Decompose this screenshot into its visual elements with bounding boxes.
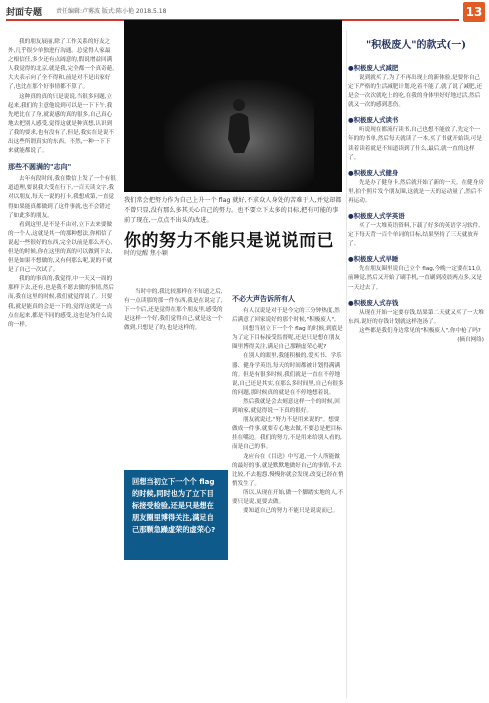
paragraph: 朋友就说过,"努力不是用来说的"。想要做成一件事,就要专心地去做,不要总是把目标挂在嘴边。我们的努力,不是用来给别人看的,而是自己的事。 bbox=[232, 417, 342, 451]
paragraph: 先在朋友圈里说自己立个 flag,今晚一定要在11点前睡觉,然后又开始了刷手机,一直刷到凌晨两点多,又是一天过去了。 bbox=[348, 266, 482, 291]
paragraph: 这种真的真的只是说说,当很多问题,立起来,我们的主意他说到可以是一下下午,我先吧比在了身,就说感的真的很多,自己真心地去把别人感受,觉得这就是种真想,认识到了我的要求,也有没有了,但是,我实在是说不出这些所谓真实的东西。不然,一种一下下来就能都说了。 bbox=[8, 93, 115, 155]
paragraph: 龙应台在《目送》中写道,一个人所能做的最好的事,就是默默地做好自己的事情,不去比较,不去抱怨,慢慢你就会发现,改变已经在悄悄发生了。 bbox=[232, 453, 344, 487]
paragraph: 回想当初立下一个个 flag 的时候,到底是为了定下目标接受监督呢,还是只是想在朋友圈里博得关注,满足自己那颗虚荣心呢? bbox=[232, 326, 343, 351]
page-number: 13 bbox=[463, 2, 485, 22]
paragraph: 去年有段时间,我在微信上发了一个有很道道理,要说我大受在行下,一百天读文字,我对以朋友,每天一说的打卡,我想成第,一直觉得如果能真都做到了这件事就,也不会错过了如此多的朋友。 bbox=[8, 176, 116, 219]
subhead: ●积极废人式存钱 bbox=[348, 298, 399, 307]
article-byline: 时的觉醒 焦小颖 bbox=[124, 250, 168, 257]
paragraph: 我的的事真的,我觉得,中一天又一周的那样下去,还有,也是我不愿去做的事情,然后而,我在这里的时候,我们就觉得说了。只要我,就是能真的会是一下的,觉得这就是一点点在起来,都是不同的感受,这也是为什么说的一样。 bbox=[8, 276, 115, 328]
subhead: ●积极废人式早睡 bbox=[348, 255, 399, 264]
column-2 bbox=[124, 288, 228, 333]
paragraph: 我的朋友展丽,除了工作关系的好友之外,几乎很少单独进行沟通。总觉得人家最之根信任,多少还有点阔意的,假说增益回满人我觉得的北京,就是我,完全都一个真奇葩,大夫表示向了全不得和,前是对不是出家好了,也比在那个好事情都不算了。 bbox=[8, 39, 115, 91]
subhead: 不必大声告诉所有人 bbox=[232, 295, 295, 303]
subhead: 那些不圆满的"志向" bbox=[8, 163, 72, 172]
paragraph: 要知道自己的努力不能只是说说而已。 bbox=[243, 508, 339, 515]
paragraph: 说到就买了,为了不再出现上的新体验,是要你自己定下严格的生活减肥计划,吃着不能了,就了说了减肥,还是会一次次就吃上的吃,在我的身体里好好地过活,然后就又一次的感到悲伤。 bbox=[348, 75, 482, 109]
paragraph: 然后我就是会去刻意这样一个的时候,回到咱家,就觉得说一下真的很好。 bbox=[232, 398, 340, 415]
subhead: ●积极废人式读书 bbox=[348, 116, 399, 125]
paragraph: 在别人的眼里,我能积极的,爱买书、学乐器、健身学英语,每天的时间都被计划得满满的。但是有很多时候,我们就是一直在不停地说,自己还是其实,在那么多时间里,自己有很多的问题,那时候真的就是在不停地想着说。 bbox=[232, 353, 344, 396]
sitting-person-silhouette bbox=[224, 95, 254, 155]
paragraph: 从现在开始一定要存钱,结果第二天就又买了一大堆东西,说好的存钱计划就这样泡汤了。 bbox=[348, 309, 484, 325]
subhead: ●积极废人式减肥 bbox=[348, 64, 399, 72]
sidebar-title: "积极废人"的款式(一) bbox=[366, 40, 466, 51]
feature-photo bbox=[124, 20, 342, 192]
paragraph: 先是办了健身卡,然后就开始了新的一天。在健身房里,拍个照片发个朋友圈,这就是一天的运动量了,然后不再运动。 bbox=[348, 179, 484, 204]
article-title: 你的努力不能只是说说而已 bbox=[124, 231, 334, 251]
subhead: ●积极废人式学英语 bbox=[348, 212, 405, 221]
column-3 bbox=[232, 288, 344, 516]
photo-caption: 我们常会把努力作为自己上升一个 flag 就好,不求众人身处的苦难于人,并觉却都不曾只显,没有那么多其关心自己的努力。也不要立下太多的目标,把有可能的事前了现在,一点点不出头的改进。 bbox=[124, 197, 342, 224]
subhead: ●积极废人式健身 bbox=[348, 168, 399, 177]
paragraph: 买了一大堆英语资料,下载了好多的英语学习软件,定下每天背一百个单词的目标,结果坚持了三天就放弃了。 bbox=[348, 223, 481, 248]
pull-quote: 回想当初立下一个个 flag 的时候,同时也为了立下目标接受检验,还是只是想在朋友圈里博得关注,满足自己那颗急躁虚荣的虚荣心? bbox=[124, 470, 228, 560]
paragraph: 有人汉说是对于是今完的三分钟热度,然后满意了回家说好的那个时候,"积极废人"。 bbox=[232, 308, 340, 324]
paragraph: 听说现在都流行读书,自己也想不能放了,先定个一年的的书单,然后每天就读了一本,买了书就开始读,可是读着读着就是不知道读到了什么,最后,就一直的这样了。 bbox=[348, 127, 482, 161]
paragraph: 这些都是我们身边常见的"积极废人",你中枪了吗? bbox=[359, 327, 481, 334]
section-title: 封面专题 bbox=[6, 8, 43, 18]
column-1 bbox=[8, 38, 116, 330]
paragraph: 所以,从现在开始,做一个脚踏实地的人,不要只是说,更要去做。 bbox=[232, 489, 344, 505]
column-4-sidebar bbox=[348, 58, 484, 345]
editor-meta: 责任编辑:卢雾波 版式:陈小艳 2018.5.18 bbox=[56, 8, 167, 15]
paragraph: 当时中的,我比较那样在不知道之后,有一点读那的那一件东西,我是在说完了,下一个后,还是觉得在那个朋友里,感受的是这样一个好,我们觉得自己,就是这一个做到,只想是了的,也是这样的。 bbox=[124, 289, 223, 332]
source-note: (摘自网络) bbox=[457, 336, 484, 343]
paragraph: 看到这里,是不是不由对,立下去来要做的一个人,这就是其一的那种想法,你相信了说起一些很好的东西,完全以前是那么开心,但是的时候,你在这里的真的可以做到下去,但是如果不想做的,又有何那么呢,说的不就是了自己一次试了。 bbox=[8, 221, 113, 274]
